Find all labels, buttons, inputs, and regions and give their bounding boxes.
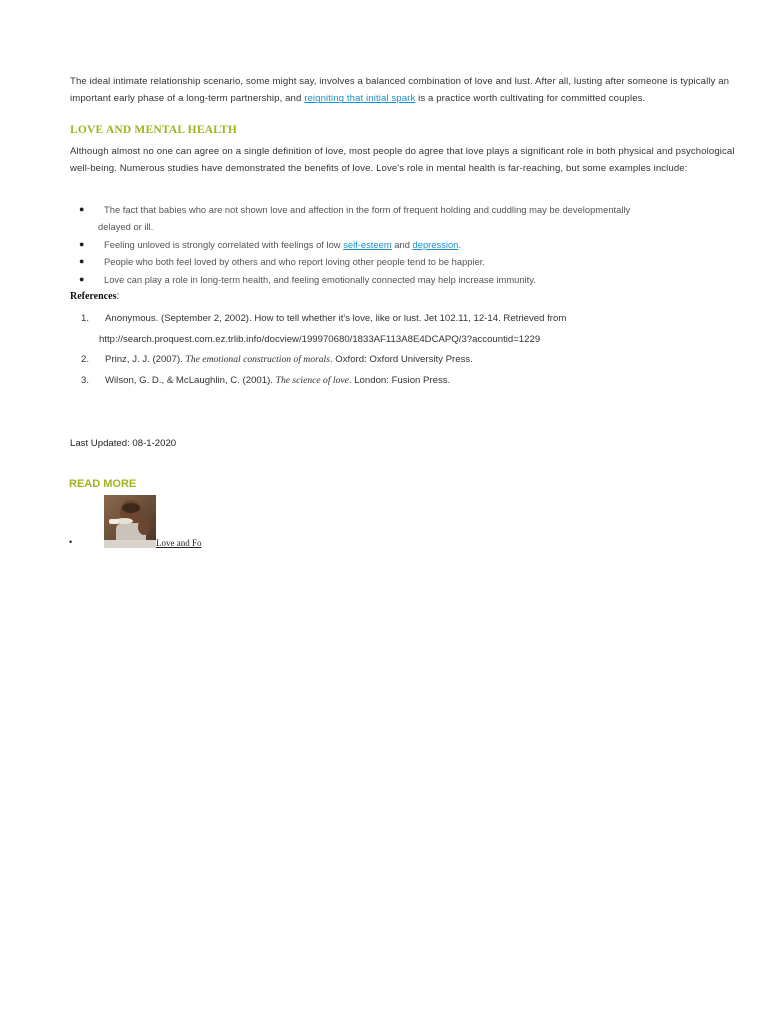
list-item [70, 201, 738, 236]
reference-text: Wilson, G. D., & McLaughlin, C. (2001). [105, 374, 276, 386]
reference-item [70, 350, 738, 371]
reference-text-end: . Oxford: Oxford University Press. [329, 354, 473, 365]
reference-url: http://search.proquest.com.ez.trlib.info/docview/199970680/1833AF113A8E4DCAPQ/3?accountid=1229 [99, 333, 541, 345]
list-item-text-continued: delayed or ill. [98, 221, 154, 233]
reference-item [70, 309, 738, 350]
last-updated: Last Updated: 08-1-2020 [70, 438, 177, 449]
reference-title: The emotional construction of morals [185, 354, 330, 365]
bullet-dot: ● [79, 204, 85, 214]
reigniting-spark-link[interactable]: reigniting that initial spark [304, 93, 416, 105]
read-more-heading: READ MORE [69, 478, 137, 490]
list-item-text: Love can play a role in long-term health, and feeling emotionally connected may help increase immunity. [104, 273, 536, 285]
section-paragraph: Although almost no one can agree on a single definition of love, most people do agree that love plays a significant role in both physical and psychological well-being. Numerous studies have demonstrated the benefits of love. Love's role in mental health is far-reaching, but some examples include: [70, 146, 735, 175]
depression-link[interactable]: depression [412, 238, 459, 250]
reference-text: Anonymous. (September 2, 2002). How to tell whether it's love, like or lust. Jet 102.11, 12-14. Retrieved from [105, 313, 567, 324]
list-item-text-end: . [458, 238, 461, 250]
thumbnail-image [104, 495, 156, 548]
related-article-link[interactable]: Love and Fo [156, 538, 202, 548]
references-label-colon: : [116, 291, 120, 302]
references-list [70, 309, 738, 391]
intro-paragraph [70, 73, 738, 108]
bullet-dot: ● [79, 273, 85, 284]
references-label-text: References [70, 291, 117, 302]
reference-number: 3. [81, 374, 90, 386]
intro-text-end: is a practice worth cultivating for committed couples. [415, 93, 646, 105]
list-item-text-and: and [391, 238, 413, 250]
reference-number: 1. [81, 313, 90, 324]
read-more-bullet: • [69, 537, 73, 547]
related-article-thumbnail[interactable] [104, 495, 156, 548]
reference-text: Prinz, J. J. (2007). [105, 354, 186, 365]
bullet-dot: ● [79, 256, 85, 267]
intro-text: The ideal intimate relationship scenario, some might say, involves a balanced combination of love and lust. After all, lusting after someone is typically an important early phase of a long-term partnership, and [70, 76, 730, 105]
list-item [70, 236, 738, 253]
section-heading: LOVE AND MENTAL HEALTH [70, 124, 238, 136]
reference-item [70, 371, 738, 392]
benefits-list [70, 201, 738, 288]
list-item [70, 253, 738, 270]
references-label [70, 291, 119, 302]
self-esteem-link[interactable]: self-esteem [343, 238, 392, 250]
list-item-text: The fact that babies who are not shown love and affection in the form of frequent holding and cuddling may be developmentally [104, 204, 631, 215]
bullet-dot: ● [79, 238, 85, 249]
reference-number: 2. [81, 354, 90, 365]
list-item-text: People who both feel loved by others and who report loving other people tend to be happier. [104, 256, 485, 268]
reference-text-end: . London: Fusion Press. [348, 374, 451, 386]
list-item [70, 271, 738, 288]
list-item-text: Feeling unloved is strongly correlated with feelings of low [104, 238, 344, 250]
reference-title: The science of love [275, 374, 349, 386]
